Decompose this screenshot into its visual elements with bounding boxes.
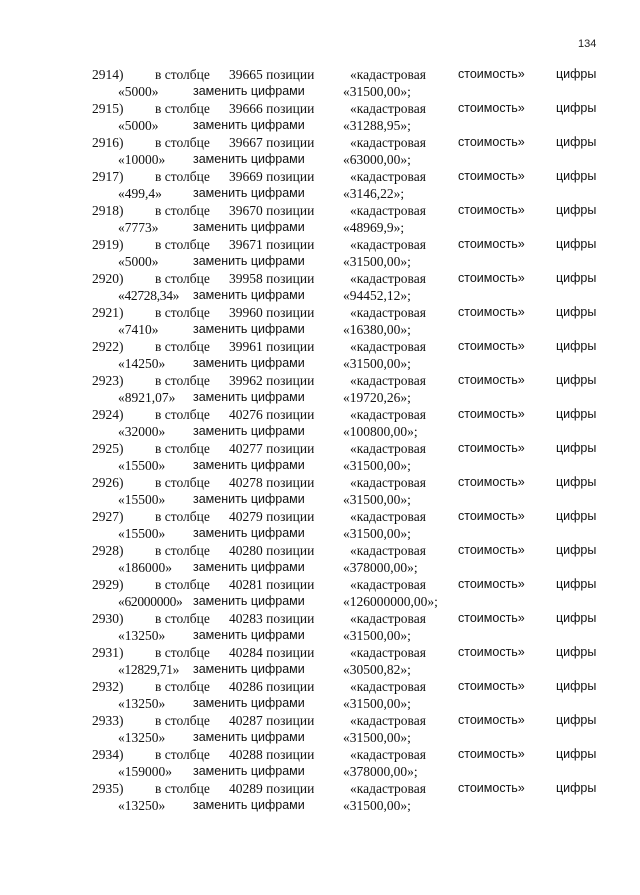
column-position: 40284 позиции <box>229 645 315 660</box>
in-column-text: в столбце <box>155 203 210 218</box>
entry-number: 2920) <box>92 271 124 286</box>
new-value: «31500,00»; <box>343 254 411 269</box>
cadastral-text: «кадастровая <box>350 339 426 354</box>
amendment-entry <box>0 338 640 372</box>
replace-text: заменить цифрами <box>193 560 305 574</box>
cadastral-text: «кадастровая <box>350 237 426 252</box>
column-position: 40283 позиции <box>229 611 315 626</box>
in-column-text: в столбце <box>155 135 210 150</box>
entry-number: 2922) <box>92 339 124 354</box>
value-text: стоимость» <box>458 305 525 319</box>
amendment-entry <box>0 508 640 542</box>
cadastral-text: «кадастровая <box>350 373 426 388</box>
new-value: «16380,00»; <box>343 322 411 337</box>
cadastral-text: «кадастровая <box>350 679 426 694</box>
cadastral-text: «кадастровая <box>350 135 426 150</box>
digits-text: цифры <box>556 747 597 761</box>
new-value: «3146,22»; <box>343 186 405 201</box>
cadastral-text: «кадастровая <box>350 509 426 524</box>
digits-text: цифры <box>556 441 597 455</box>
entry-number: 2921) <box>92 305 124 320</box>
value-text: стоимость» <box>458 203 525 217</box>
column-position: 39962 позиции <box>229 373 315 388</box>
amendment-entry <box>0 542 640 576</box>
in-column-text: в столбце <box>155 101 210 116</box>
new-value: «31500,00»; <box>343 492 411 507</box>
cadastral-text: «кадастровая <box>350 169 426 184</box>
entry-number: 2915) <box>92 101 124 116</box>
amendment-entry <box>0 202 640 236</box>
entry-number: 2926) <box>92 475 124 490</box>
amendment-entry <box>0 644 640 678</box>
in-column-text: в столбце <box>155 169 210 184</box>
cadastral-text: «кадастровая <box>350 781 426 796</box>
new-value: «31500,00»; <box>343 730 411 745</box>
entry-number: 2914) <box>92 67 124 82</box>
replace-text: заменить цифрами <box>193 424 305 438</box>
amendment-entry <box>0 678 640 712</box>
amendment-entry <box>0 474 640 508</box>
digits-text: цифры <box>556 509 597 523</box>
entry-number: 2919) <box>92 237 124 252</box>
amendment-entry <box>0 610 640 644</box>
cadastral-text: «кадастровая <box>350 747 426 762</box>
column-position: 39671 позиции <box>229 237 315 252</box>
amendment-entry <box>0 134 640 168</box>
old-value: «15500» <box>118 458 166 473</box>
cadastral-text: «кадастровая <box>350 407 426 422</box>
amendment-entry <box>0 270 640 304</box>
entry-number: 2923) <box>92 373 124 388</box>
column-position: 40277 позиции <box>229 441 315 456</box>
digits-text: цифры <box>556 611 597 625</box>
cadastral-text: «кадастровая <box>350 611 426 626</box>
old-value: «8921,07» <box>118 390 176 405</box>
digits-text: цифры <box>556 679 597 693</box>
replace-text: заменить цифрами <box>193 764 305 778</box>
replace-text: заменить цифрами <box>193 288 305 302</box>
amendment-entry <box>0 712 640 746</box>
value-text: стоимость» <box>458 67 525 81</box>
amendment-entry <box>0 780 640 814</box>
cadastral-text: «кадастровая <box>350 645 426 660</box>
new-value: «378000,00»; <box>343 764 418 779</box>
value-text: стоимость» <box>458 135 525 149</box>
new-value: «94452,12»; <box>343 288 411 303</box>
entry-number: 2934) <box>92 747 124 762</box>
amendment-entry <box>0 100 640 134</box>
column-position: 39670 позиции <box>229 203 315 218</box>
old-value: «159000» <box>118 764 172 779</box>
value-text: стоимость» <box>458 509 525 523</box>
new-value: «100800,00»; <box>343 424 418 439</box>
cadastral-text: «кадастровая <box>350 271 426 286</box>
new-value: «126000000,00»; <box>343 594 438 609</box>
value-text: стоимость» <box>458 747 525 761</box>
entry-number: 2916) <box>92 135 124 150</box>
replace-text: заменить цифрами <box>193 220 305 234</box>
entry-number: 2932) <box>92 679 124 694</box>
column-position: 39960 позиции <box>229 305 315 320</box>
digits-text: цифры <box>556 101 597 115</box>
old-value: «42728,34» <box>118 288 180 303</box>
in-column-text: в столбце <box>155 679 210 694</box>
column-position: 40280 позиции <box>229 543 315 558</box>
digits-text: цифры <box>556 713 597 727</box>
digits-text: цифры <box>556 203 597 217</box>
in-column-text: в столбце <box>155 577 210 592</box>
in-column-text: в столбце <box>155 713 210 728</box>
entry-number: 2930) <box>92 611 124 626</box>
value-text: стоимость» <box>458 543 525 557</box>
digits-text: цифры <box>556 407 597 421</box>
replace-text: заменить цифрами <box>193 118 305 132</box>
in-column-text: в столбце <box>155 305 210 320</box>
old-value: «10000» <box>118 152 166 167</box>
value-text: стоимость» <box>458 713 525 727</box>
digits-text: цифры <box>556 237 597 251</box>
new-value: «31500,00»; <box>343 798 411 813</box>
cadastral-text: «кадастровая <box>350 577 426 592</box>
replace-text: заменить цифрами <box>193 492 305 506</box>
entry-number: 2935) <box>92 781 124 796</box>
old-value: «13250» <box>118 696 166 711</box>
old-value: «62000000» <box>118 594 183 609</box>
replace-text: заменить цифрами <box>193 152 305 166</box>
column-position: 39665 позиции <box>229 67 315 82</box>
value-text: стоимость» <box>458 339 525 353</box>
in-column-text: в столбце <box>155 407 210 422</box>
cadastral-text: «кадастровая <box>350 441 426 456</box>
new-value: «31500,00»; <box>343 526 411 541</box>
in-column-text: в столбце <box>155 781 210 796</box>
amendment-entry <box>0 406 640 440</box>
digits-text: цифры <box>556 475 597 489</box>
column-position: 40289 позиции <box>229 781 315 796</box>
amendment-entry <box>0 440 640 474</box>
amendment-entry <box>0 304 640 338</box>
column-position: 39666 позиции <box>229 101 315 116</box>
value-text: стоимость» <box>458 679 525 693</box>
replace-text: заменить цифрами <box>193 458 305 472</box>
value-text: стоимость» <box>458 373 525 387</box>
new-value: «31500,00»; <box>343 356 411 371</box>
entry-number: 2924) <box>92 407 124 422</box>
digits-text: цифры <box>556 67 597 81</box>
value-text: стоимость» <box>458 645 525 659</box>
cadastral-text: «кадастровая <box>350 101 426 116</box>
column-position: 40281 позиции <box>229 577 315 592</box>
cadastral-text: «кадастровая <box>350 67 426 82</box>
entry-number: 2928) <box>92 543 124 558</box>
value-text: стоимость» <box>458 271 525 285</box>
in-column-text: в столбце <box>155 543 210 558</box>
column-position: 40287 позиции <box>229 713 315 728</box>
value-text: стоимость» <box>458 475 525 489</box>
new-value: «378000,00»; <box>343 560 418 575</box>
in-column-text: в столбце <box>155 67 210 82</box>
digits-text: цифры <box>556 645 597 659</box>
new-value: «31500,00»; <box>343 84 411 99</box>
old-value: «5000» <box>118 118 159 133</box>
value-text: стоимость» <box>458 169 525 183</box>
digits-text: цифры <box>556 305 597 319</box>
old-value: «15500» <box>118 526 166 541</box>
amendment-entry <box>0 168 640 202</box>
replace-text: заменить цифрами <box>193 628 305 642</box>
old-value: «5000» <box>118 254 159 269</box>
cadastral-text: «кадастровая <box>350 713 426 728</box>
in-column-text: в столбце <box>155 645 210 660</box>
replace-text: заменить цифрами <box>193 730 305 744</box>
cadastral-text: «кадастровая <box>350 305 426 320</box>
entry-number: 2925) <box>92 441 124 456</box>
in-column-text: в столбце <box>155 339 210 354</box>
digits-text: цифры <box>556 781 597 795</box>
cadastral-text: «кадастровая <box>350 475 426 490</box>
new-value: «63000,00»; <box>343 152 411 167</box>
digits-text: цифры <box>556 543 597 557</box>
in-column-text: в столбце <box>155 373 210 388</box>
amendment-entry <box>0 236 640 270</box>
digits-text: цифры <box>556 339 597 353</box>
replace-text: заменить цифрами <box>193 356 305 370</box>
entry-number: 2918) <box>92 203 124 218</box>
value-text: стоимость» <box>458 611 525 625</box>
old-value: «7410» <box>118 322 159 337</box>
entry-number: 2931) <box>92 645 124 660</box>
value-text: стоимость» <box>458 237 525 251</box>
in-column-text: в столбце <box>155 237 210 252</box>
column-position: 40276 позиции <box>229 407 315 422</box>
new-value: «31500,00»; <box>343 696 411 711</box>
old-value: «14250» <box>118 356 166 371</box>
column-position: 39958 позиции <box>229 271 315 286</box>
digits-text: цифры <box>556 373 597 387</box>
replace-text: заменить цифрами <box>193 696 305 710</box>
in-column-text: в столбце <box>155 475 210 490</box>
new-value: «31288,95»; <box>343 118 411 133</box>
column-position: 39669 позиции <box>229 169 315 184</box>
amendment-entry <box>0 576 640 610</box>
new-value: «31500,00»; <box>343 458 411 473</box>
old-value: «15500» <box>118 492 166 507</box>
amendment-list <box>0 66 640 814</box>
old-value: «499,4» <box>118 186 162 201</box>
digits-text: цифры <box>556 271 597 285</box>
amendment-entry <box>0 66 640 100</box>
replace-text: заменить цифрами <box>193 186 305 200</box>
cadastral-text: «кадастровая <box>350 543 426 558</box>
old-value: «7773» <box>118 220 159 235</box>
page-number: 134 <box>578 38 597 50</box>
value-text: стоимость» <box>458 441 525 455</box>
column-position: 39667 позиции <box>229 135 315 150</box>
column-position: 39961 позиции <box>229 339 315 354</box>
replace-text: заменить цифрами <box>193 594 305 608</box>
value-text: стоимость» <box>458 407 525 421</box>
column-position: 40286 позиции <box>229 679 315 694</box>
new-value: «19720,26»; <box>343 390 411 405</box>
old-value: «5000» <box>118 84 159 99</box>
entry-number: 2917) <box>92 169 124 184</box>
in-column-text: в столбце <box>155 509 210 524</box>
value-text: стоимость» <box>458 781 525 795</box>
entry-number: 2927) <box>92 509 124 524</box>
replace-text: заменить цифрами <box>193 254 305 268</box>
replace-text: заменить цифрами <box>193 390 305 404</box>
replace-text: заменить цифрами <box>193 662 305 676</box>
old-value: «13250» <box>118 798 166 813</box>
old-value: «13250» <box>118 730 166 745</box>
digits-text: цифры <box>556 135 597 149</box>
replace-text: заменить цифрами <box>193 84 305 98</box>
column-position: 40288 позиции <box>229 747 315 762</box>
replace-text: заменить цифрами <box>193 322 305 336</box>
old-value: «186000» <box>118 560 172 575</box>
new-value: «31500,00»; <box>343 628 411 643</box>
value-text: стоимость» <box>458 101 525 115</box>
column-position: 40278 позиции <box>229 475 315 490</box>
in-column-text: в столбце <box>155 271 210 286</box>
in-column-text: в столбце <box>155 747 210 762</box>
entry-number: 2933) <box>92 713 124 728</box>
new-value: «48969,9»; <box>343 220 405 235</box>
column-position: 40279 позиции <box>229 509 315 524</box>
old-value: «12829,71» <box>118 662 180 677</box>
in-column-text: в столбце <box>155 611 210 626</box>
in-column-text: в столбце <box>155 441 210 456</box>
value-text: стоимость» <box>458 577 525 591</box>
amendment-entry <box>0 372 640 406</box>
digits-text: цифры <box>556 169 597 183</box>
entry-number: 2929) <box>92 577 124 592</box>
replace-text: заменить цифрами <box>193 798 305 812</box>
digits-text: цифры <box>556 577 597 591</box>
new-value: «30500,82»; <box>343 662 411 677</box>
cadastral-text: «кадастровая <box>350 203 426 218</box>
old-value: «13250» <box>118 628 166 643</box>
replace-text: заменить цифрами <box>193 526 305 540</box>
amendment-entry <box>0 746 640 780</box>
old-value: «32000» <box>118 424 166 439</box>
